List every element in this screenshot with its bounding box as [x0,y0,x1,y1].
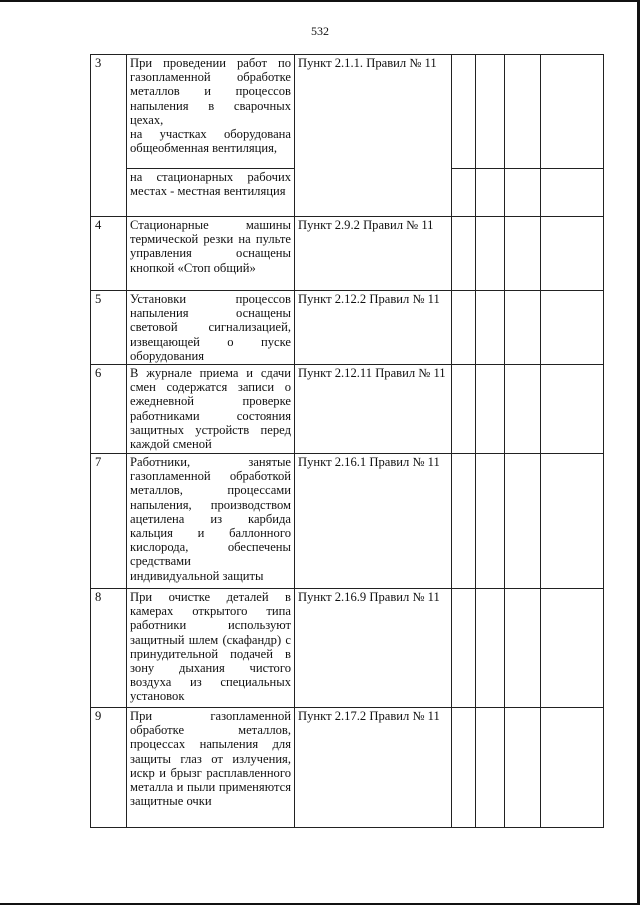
answer-cell-na [505,454,541,589]
requirement-cell: При проведении работ по газопламенной обработке металлов и процессов напыления в сварочных цехах, на участках оборудована общеобменная вентиляция, [127,55,295,169]
answer-cell-yes [452,291,476,365]
answer-cell-no [476,708,505,828]
page-number: 532 [311,24,329,38]
table-row [91,291,604,365]
answer-cell-no [476,291,505,365]
requirement-cell: Стационарные машины термической резки на пульте управления оснащены кнопкой «Стоп общий» [127,217,295,291]
answer-cell-no [476,365,505,454]
answer-cell-yes [452,217,476,291]
answer-cell-no [476,589,505,708]
note-cell [541,55,604,169]
answer-cell-na [505,55,541,169]
reference-cell: Пункт 2.17.2 Правил № 11 [295,708,452,828]
table-row [91,217,604,291]
answer-cell-na [505,708,541,828]
answer-cell-yes [452,708,476,828]
answer-cell-na [505,169,541,217]
answer-cell-no [476,55,505,169]
row-number: 9 [91,708,127,828]
requirement-cell: Работники, занятые газопламенной обработкой металлов, процессами напыления, производством ацетилена из карбида кальция и баллонного кислорода, обеспечены средствами индивидуальной защиты [127,454,295,589]
answer-cell-yes [452,169,476,217]
answer-cell-na [505,217,541,291]
answer-cell-yes [452,55,476,169]
answer-cell-no [476,217,505,291]
answer-cell-na [505,589,541,708]
table-row [91,365,604,454]
requirement-cell: Установки процессов напыления оснащены световой сигнализацией, извещающей о пуске оборудования [127,291,295,365]
note-cell [541,217,604,291]
row-number: 7 [91,454,127,589]
requirement-cell: При газопламенной обработке металлов, процессах напыления для защиты глаз от излучения, искр и брызг расплавленного металла и пыли применяются защитные очки [127,708,295,828]
table-row [91,708,604,828]
reference-cell: Пункт 2.16.9 Правил № 11 [295,589,452,708]
note-cell [541,589,604,708]
reference-cell: Пункт 2.1.1. Правил № 11 [295,55,452,217]
answer-cell-no [476,454,505,589]
note-cell [541,454,604,589]
requirement-cell: на стационарных рабочих местах - местная вентиляция [127,169,295,217]
row-number: 5 [91,291,127,365]
row-number: 6 [91,365,127,454]
checklist-table [90,54,604,828]
row-number: 3 [91,55,127,217]
answer-cell-na [505,291,541,365]
reference-cell: Пункт 2.16.1 Правил № 11 [295,454,452,589]
scan-border-top [0,0,640,2]
table-row [91,454,604,589]
note-cell [541,708,604,828]
answer-cell-no [476,169,505,217]
table-row [91,55,604,169]
answer-cell-yes [452,589,476,708]
requirement-cell: В журнале приема и сдачи смен содержатся записи о ежедневной проверке работниками состояния защитных устройств перед каждой сменой [127,365,295,454]
note-cell [541,365,604,454]
answer-cell-yes [452,365,476,454]
note-cell [541,291,604,365]
reference-cell: Пункт 2.12.11 Правил № 11 [295,365,452,454]
row-number: 8 [91,589,127,708]
requirement-cell: При очистке деталей в камерах открытого типа работники используют защитный шлем (скафандр) с принудительной подачей в зону дыхания чистого воздуха из специальных установок [127,589,295,708]
reference-cell: Пункт 2.12.2 Правил № 11 [295,291,452,365]
note-cell [541,169,604,217]
reference-cell: Пункт 2.9.2 Правил № 11 [295,217,452,291]
answer-cell-yes [452,454,476,589]
row-number: 4 [91,217,127,291]
answer-cell-na [505,365,541,454]
table-row [91,589,604,708]
